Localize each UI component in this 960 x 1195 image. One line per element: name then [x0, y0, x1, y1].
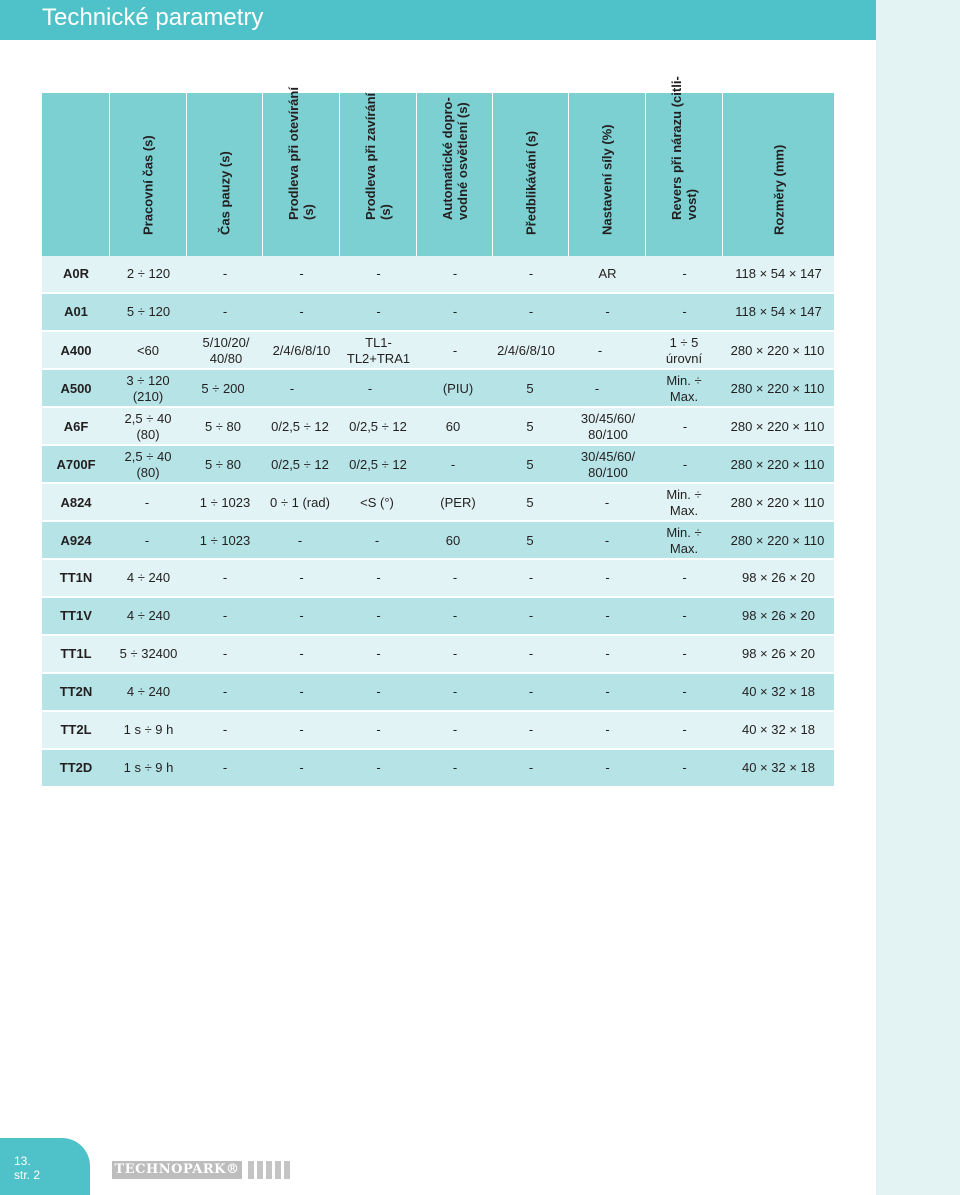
table-cell: - — [299, 304, 304, 319]
table-row — [42, 712, 834, 749]
table-cell: 60 — [445, 419, 461, 434]
table-cell: - — [222, 608, 228, 623]
header-label: Revers při nárazu (citli- vost) — [669, 76, 699, 220]
header-label: Prodleva při otevírání (s) — [286, 87, 316, 220]
table-cell: 30/45/60/ 80/100 — [580, 449, 636, 480]
table-cell: - — [452, 722, 458, 737]
table-cell: 280 × 220 × 110 — [730, 343, 825, 358]
table-cell: 280 × 220 × 110 — [730, 381, 825, 396]
table-cell: - — [222, 760, 228, 775]
table-cell: - — [376, 646, 381, 661]
table-cell: 5 — [526, 419, 534, 434]
table-cell: 2/4/6/8/10 — [272, 343, 331, 358]
table-cell: - — [682, 608, 687, 623]
table-cell: - — [222, 304, 228, 319]
table-cell: 40 × 32 × 18 — [741, 684, 815, 699]
table-cell: 5 ÷ 200 — [201, 381, 245, 396]
table-cell: - — [682, 760, 687, 775]
table-cell: 1 ÷ 1023 — [199, 495, 251, 510]
table-cell: - — [299, 646, 304, 661]
table-cell: - — [376, 608, 381, 623]
header-pre-flashing — [493, 93, 569, 256]
table-cell: - — [299, 684, 304, 699]
table-cell: - — [682, 722, 687, 737]
table-cell: - — [682, 684, 687, 699]
table-row — [42, 560, 834, 597]
table-cell: - — [376, 722, 381, 737]
table-cell: 5 ÷ 120 — [126, 304, 171, 319]
table-cell: - — [222, 684, 228, 699]
table-cell: - — [682, 304, 687, 319]
model-label: A400 — [60, 343, 92, 358]
table-cell: - — [299, 760, 304, 775]
table-row — [42, 256, 834, 293]
table-cell: - — [605, 646, 610, 661]
table-cell: - — [682, 266, 687, 281]
header-label: Automatické dopro- vodné osvětlení (s) — [439, 97, 470, 220]
table-cell: - — [605, 304, 610, 319]
table-cell: Min. ÷ Max. — [666, 487, 702, 518]
table-cell: 118 × 54 × 147 — [735, 266, 822, 281]
table-cell: 5/10/20/ 40/80 — [202, 335, 250, 366]
page-number: 13. str. 2 — [14, 1154, 41, 1182]
header-pause-time — [187, 93, 263, 256]
table-cell: - — [299, 570, 304, 585]
table-row — [42, 294, 834, 331]
header-label: Nastavení síly (%) — [599, 124, 615, 235]
header-obstacle-reverse — [646, 76, 723, 256]
table-cell: 30/45/60/ 80/100 — [580, 411, 636, 442]
table-header-row — [42, 76, 834, 256]
table-cell: AR — [598, 266, 617, 281]
table-cell: 5 — [526, 381, 534, 396]
table-cell: - — [376, 684, 381, 699]
table-cell: (PIU) — [442, 381, 474, 396]
table-cell: - — [682, 570, 687, 585]
table-cell: - — [452, 760, 458, 775]
table-cell: - — [452, 343, 458, 358]
table-cell: - — [299, 608, 304, 623]
table-cell: - — [144, 533, 150, 548]
table-cell: - — [367, 381, 373, 396]
model-label: TT1L — [60, 646, 92, 661]
table-cell: - — [528, 760, 534, 775]
table-cell: (PER) — [440, 495, 476, 510]
table-row — [42, 598, 834, 635]
brand-logo: TECHNOPARK® — [112, 1161, 242, 1179]
table-cell: - — [376, 570, 381, 585]
table-cell: - — [144, 495, 150, 510]
model-label: A824 — [60, 495, 92, 510]
table-cell: - — [528, 570, 534, 585]
table-cell: 280 × 220 × 110 — [730, 457, 825, 472]
header-label: Prodleva při zavírání (s) — [363, 92, 393, 220]
table-cell: - — [452, 608, 458, 623]
table-cell: - — [605, 684, 610, 699]
table-cell: 1 ÷ 5 úrovní — [665, 335, 703, 366]
table-cell: - — [376, 304, 381, 319]
table-cell: 0/2,5 ÷ 12 — [271, 419, 329, 434]
table-cell: 280 × 220 × 110 — [730, 533, 825, 548]
model-label: A924 — [60, 533, 92, 548]
table-cell: - — [528, 722, 534, 737]
table-cell: - — [452, 684, 458, 699]
table-cell: 5 ÷ 80 — [204, 457, 242, 472]
table-cell: 2,5 ÷ 40 (80) — [124, 411, 172, 442]
table-row — [42, 750, 834, 787]
right-margin-strip — [876, 0, 960, 1195]
header-label: Čas pauzy (s) — [217, 151, 232, 235]
model-label: A700F — [56, 457, 96, 472]
table-cell: Min. ÷ Max. — [666, 373, 702, 404]
table-cell: - — [528, 266, 534, 281]
table-cell: 4 ÷ 240 — [126, 570, 171, 585]
table-cell: <S (°) — [360, 495, 394, 510]
table-cell: 5 ÷ 80 — [204, 419, 242, 434]
table-row — [42, 636, 834, 673]
table-cell: 98 × 26 × 20 — [741, 608, 815, 623]
table-cell: 1 s ÷ 9 h — [123, 722, 174, 737]
table-cell: 98 × 26 × 20 — [741, 570, 815, 585]
table-cell: 5 — [526, 495, 534, 510]
table-cell: - — [222, 570, 228, 585]
table-row — [42, 674, 834, 711]
table-cell: Min. ÷ Max. — [666, 525, 702, 556]
page-title: Technické parametry — [42, 4, 264, 31]
table-cell: - — [452, 646, 458, 661]
table-cell: 280 × 220 × 110 — [730, 495, 825, 510]
header-closing-delay — [340, 93, 417, 256]
table-cell: 60 — [445, 533, 461, 548]
header-dimensions — [723, 93, 834, 256]
table-cell: - — [604, 533, 610, 548]
table-cell: - — [605, 608, 610, 623]
table-cell: 98 × 26 × 20 — [741, 646, 815, 661]
table-cell: 5 ÷ 32400 — [119, 646, 178, 661]
model-label: TT2N — [59, 684, 93, 699]
table-cell: - — [605, 760, 610, 775]
table-cell: - — [299, 722, 304, 737]
table-cell: - — [528, 646, 534, 661]
table-cell: - — [682, 646, 687, 661]
table-cell: 4 ÷ 240 — [126, 608, 171, 623]
table-cell: - — [452, 570, 458, 585]
header-model — [42, 93, 110, 256]
table-cell: 280 × 220 × 110 — [730, 419, 825, 434]
table-cell: - — [528, 608, 534, 623]
table-cell: 1 s ÷ 9 h — [123, 760, 174, 775]
header-label: Předblikávání (s) — [523, 130, 538, 235]
table-cell: - — [289, 381, 295, 396]
table-cell: 2 ÷ 120 — [126, 266, 171, 281]
header-label: Rozměry (mm) — [771, 144, 786, 235]
model-label: A6F — [63, 419, 89, 434]
table-cell: 1 ÷ 1023 — [199, 533, 251, 548]
table-cell: - — [374, 533, 380, 548]
table-cell: - — [528, 304, 534, 319]
table-cell: - — [597, 343, 603, 358]
table-cell: - — [528, 684, 534, 699]
model-label: TT2D — [59, 760, 93, 775]
table-cell: 40 × 32 × 18 — [741, 722, 815, 737]
table-cell: - — [376, 266, 381, 281]
table-cell: - — [682, 457, 688, 472]
table-cell: 0/2,5 ÷ 12 — [349, 419, 407, 434]
table-cell: - — [605, 722, 610, 737]
table-cell: - — [299, 266, 304, 281]
model-label: A0R — [62, 266, 89, 281]
model-label: TT1N — [59, 570, 93, 585]
table-cell: TL1- TL2+TRA1 — [346, 335, 411, 366]
model-label: TT1V — [60, 608, 92, 623]
table-cell: - — [222, 722, 228, 737]
table-cell: - — [222, 266, 228, 281]
title-bar — [0, 0, 876, 40]
table-cell: 3 ÷ 120 (210) — [126, 373, 170, 404]
table-cell: <60 — [136, 343, 160, 358]
table-cell: 0/2,5 ÷ 12 — [271, 457, 329, 472]
table-cell: 2,5 ÷ 40 (80) — [124, 449, 172, 480]
header-work-time — [110, 93, 187, 256]
table-cell: - — [682, 419, 688, 434]
table-cell: - — [222, 646, 228, 661]
table-cell: - — [450, 457, 456, 472]
model-label: A500 — [60, 381, 92, 396]
page-number-tab — [0, 1138, 90, 1195]
header-opening-delay — [263, 87, 340, 256]
decorative-bars — [248, 1161, 293, 1179]
header-force-setting — [569, 93, 646, 256]
table-cell: 5 — [526, 533, 534, 548]
table-cell: 2/4/6/8/10 — [497, 343, 555, 358]
model-label: TT2L — [60, 722, 92, 737]
header-label: Pracovní čas (s) — [140, 135, 156, 235]
header-courtesy-light — [417, 93, 493, 256]
model-label: A01 — [64, 304, 88, 319]
table-cell: - — [594, 381, 600, 396]
table-cell: 118 × 54 × 147 — [735, 304, 822, 319]
table-cell: 5 — [526, 457, 534, 472]
table-cell: - — [376, 760, 381, 775]
table-cell: 0 ÷ 1 (rad) — [270, 495, 330, 510]
table-cell: 4 ÷ 240 — [126, 684, 171, 699]
table-cell: - — [452, 304, 458, 319]
table-cell: - — [605, 570, 610, 585]
table-cell: 40 × 32 × 18 — [741, 760, 815, 775]
table-cell: - — [452, 266, 458, 281]
table-cell: - — [297, 533, 303, 548]
table-cell: - — [604, 495, 610, 510]
table-cell: 0/2,5 ÷ 12 — [349, 457, 407, 472]
